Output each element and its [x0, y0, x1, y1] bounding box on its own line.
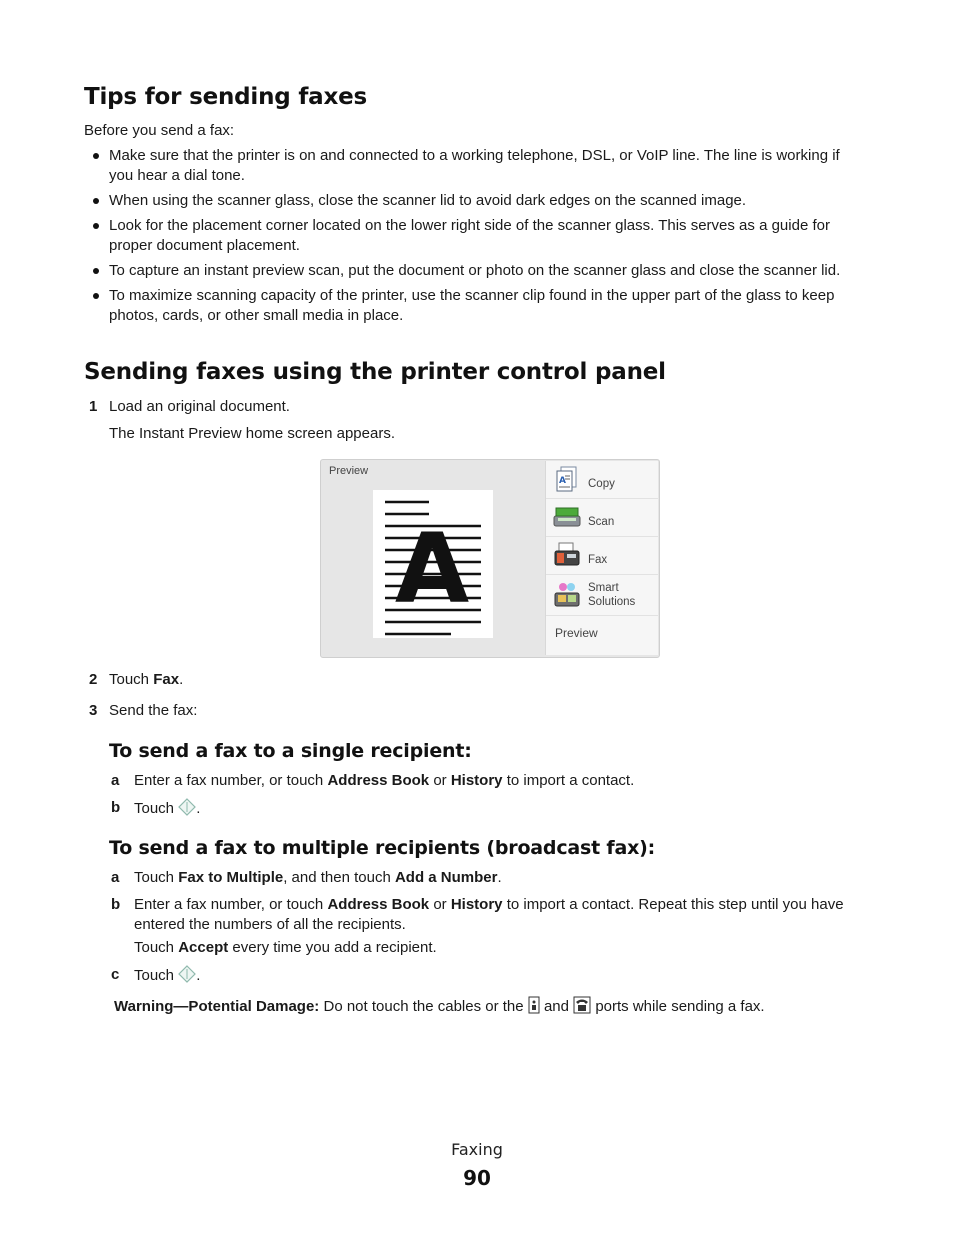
- preview-label: Preview: [329, 465, 369, 477]
- multi-step-c: Touch .: [134, 967, 201, 984]
- step-number: 1: [89, 398, 98, 415]
- menu-label-copy: Copy: [588, 478, 615, 490]
- bullet-icon: [93, 268, 99, 274]
- fax-icon: [553, 542, 581, 568]
- menu-label-solutions: Solutions: [588, 596, 636, 608]
- bullet-icon: [93, 198, 99, 204]
- step-2-text: Touch Fax.: [109, 671, 184, 688]
- substep-letter: a: [111, 772, 120, 789]
- subheading-multiple-recipients: To send a fax to multiple recipients (broadcast fax):: [109, 837, 656, 859]
- scan-icon: [552, 504, 582, 530]
- multi-step-b-line-1: Enter a fax number, or touch Address Book or History to import a contact. Repeat this step until you have: [134, 896, 844, 913]
- bullet-3-line-1: Look for the placement corner located on the lower right side of the scanner glass. This serves as a guide for: [109, 217, 830, 234]
- warning-note: Warning—Potential Damage: Do not touch the cables or the and ports while sending a fax.: [114, 998, 765, 1015]
- bullet-5-line-1: To maximize scanning capacity of the printer, use the scanner clip found in the upper part of the glass to keep: [109, 287, 835, 304]
- step-number: 3: [89, 702, 98, 719]
- footer-section-name: Faxing: [451, 1140, 503, 1159]
- phone-port-icon: [573, 996, 591, 1014]
- copy-icon: [554, 466, 580, 492]
- bullet-icon: [93, 223, 99, 229]
- multi-step-b-line-2: entered the numbers of all the recipients.: [134, 916, 406, 933]
- bullet-1-line-1: Make sure that the printer is on and connected to a working telephone, DSL, or VoIP line. The line is working if: [109, 147, 840, 164]
- bullet-5-line-2: photos, cards, or other small media in place.: [109, 307, 404, 324]
- step-3-text: Send the fax:: [109, 702, 198, 719]
- home-menu: [545, 461, 658, 655]
- line-port-icon: [528, 996, 540, 1014]
- menu-label-smart: Smart: [588, 582, 619, 594]
- start-diamond-icon: [178, 965, 196, 983]
- menu-label-preview: Preview: [555, 626, 598, 640]
- page-number: 90: [463, 1166, 491, 1190]
- menu-label-scan: Scan: [588, 516, 615, 528]
- start-diamond-icon: [178, 798, 196, 816]
- svg-text:A: A: [559, 476, 566, 486]
- substep-letter: b: [111, 799, 121, 816]
- menu-item-fax[interactable]: [546, 537, 658, 575]
- single-step-a: Enter a fax number, or touch Address Book or History to import a contact.: [134, 772, 635, 789]
- bullet-icon: [93, 153, 99, 159]
- bullet-1-line-2: you hear a dial tone.: [109, 167, 245, 184]
- subheading-single-recipient: To send a fax to a single recipient:: [109, 740, 472, 762]
- menu-item-copy[interactable]: [546, 461, 658, 499]
- substep-letter: a: [111, 869, 120, 886]
- substep-letter: b: [111, 896, 121, 913]
- section-title-tips: Tips for sending faxes: [84, 84, 367, 110]
- smart-solutions-icon: [552, 581, 582, 609]
- bullet-2: When using the scanner glass, close the scanner lid to avoid dark edges on the scanned image.: [109, 192, 747, 209]
- section-title-control-panel: Sending faxes using the printer control panel: [84, 359, 666, 385]
- bullet-4: To capture an instant preview scan, put the document or photo on the scanner glass and close the scanner lid.: [109, 262, 841, 279]
- instant-preview-screen: [320, 459, 660, 658]
- menu-item-smart-solutions[interactable]: [546, 575, 658, 616]
- step-number: 2: [89, 671, 98, 688]
- single-step-b: Touch .: [134, 800, 201, 817]
- bullet-icon: [93, 293, 99, 299]
- menu-item-preview[interactable]: [546, 616, 658, 654]
- preview-document: [373, 490, 493, 638]
- menu-label-fax: Fax: [588, 554, 608, 566]
- multi-step-b-note: Touch Accept every time you add a recipient.: [134, 939, 437, 956]
- substep-letter: c: [111, 966, 120, 983]
- multi-step-a: Touch Fax to Multiple, and then touch Add a Number.: [134, 869, 502, 886]
- bullet-3-line-2: proper document placement.: [109, 237, 300, 254]
- big-letter: A: [394, 513, 470, 625]
- step-1-note: The Instant Preview home screen appears.: [109, 425, 395, 442]
- intro-text: Before you send a fax:: [84, 122, 235, 139]
- menu-item-scan[interactable]: [546, 499, 658, 537]
- step-1-text: Load an original document.: [109, 398, 290, 415]
